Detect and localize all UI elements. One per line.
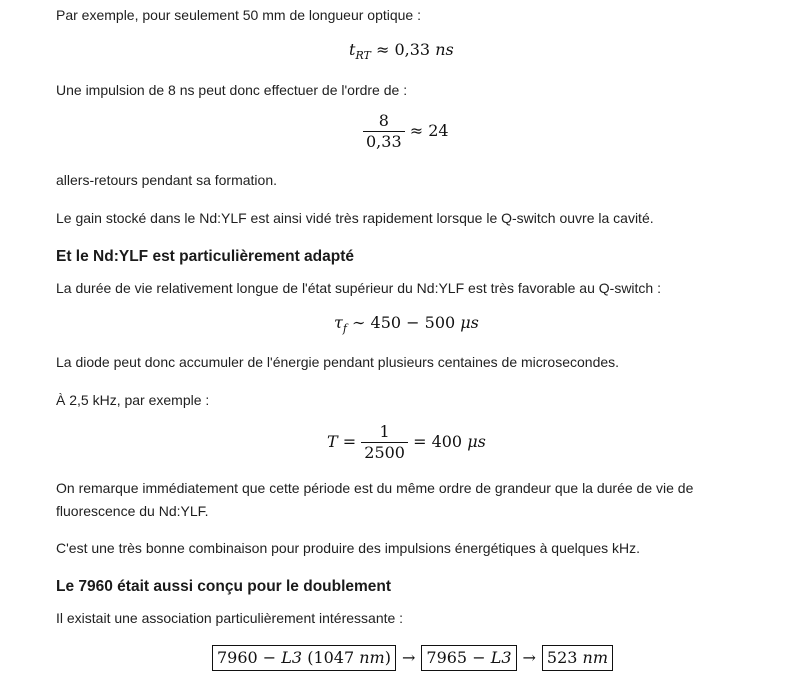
eq-subscript: f <box>342 322 347 335</box>
eq-unit: ns <box>435 40 454 59</box>
arrow-icon: → <box>522 648 536 667</box>
arrow-icon: → <box>401 648 416 667</box>
eq-subscript: RT <box>355 49 371 62</box>
boxed-term-7965 <box>421 645 516 671</box>
boxed-term-7960 <box>212 645 396 671</box>
eq-unit: μs <box>467 432 486 451</box>
paragraph: allers-retours pendant sa formation. <box>56 172 277 188</box>
section-heading: Le 7960 était aussi conçu pour le doublement <box>56 578 392 595</box>
eq-rhs: ∼ 450 − 500 <box>352 313 456 332</box>
paragraph: Par exemple, pour seulement 50 mm de longueur optique : <box>56 7 421 23</box>
box-text: (1047 <box>302 648 360 667</box>
fraction-numerator: 1 <box>361 422 408 443</box>
fraction <box>361 422 408 463</box>
section-heading: Et le Nd:YLF est particulièrement adapté <box>56 248 355 265</box>
paragraph: On remarque immédiatement que cette période est du même ordre de grandeur que la durée de vie de fluorescence du Nd:YLF. <box>56 480 694 519</box>
paragraph: À 2,5 kHz, par exemple : <box>56 392 210 408</box>
fraction <box>363 111 405 152</box>
equation-lifetime <box>334 313 479 335</box>
box-text: 7960 − <box>217 648 282 667</box>
fraction-denominator: 0,33 <box>366 132 402 151</box>
paragraph: C'est une très bonne combinaison pour produire des impulsions énergétiques à quelques kHz. <box>56 540 641 556</box>
equation-doubling-chain <box>212 645 613 671</box>
eq-rhs: = 400 <box>413 432 463 451</box>
box-unit: nm <box>359 648 385 667</box>
equation-round-trip-time <box>349 40 454 62</box>
eq-unit: μs <box>460 313 479 332</box>
eq-variable: τ <box>334 313 343 332</box>
paragraph: La durée de vie relativement longue de l'état supérieur du Nd:YLF est très favorable au Q-switch : <box>56 280 662 296</box>
box-unit: nm <box>582 648 609 667</box>
equation-period <box>327 422 486 463</box>
box-text: 523 <box>546 648 583 667</box>
fraction-numerator: 8 <box>363 111 405 132</box>
equation-round-trips <box>363 111 449 152</box>
box-text: ) <box>384 648 391 667</box>
paragraph: Il existait une association particulièrement intéressante : <box>56 610 404 626</box>
fraction-denominator: 2500 <box>364 443 405 462</box>
box-text-italic: L3 <box>490 648 512 667</box>
eq-variable: t <box>349 40 356 59</box>
box-text-italic: L3 <box>281 648 303 667</box>
paragraph: Une impulsion de 8 ns peut donc effectuer de l'ordre de : <box>56 82 408 98</box>
box-text: 7965 − <box>426 648 491 667</box>
eq-rhs: ≈ 0,33 <box>375 40 431 59</box>
boxed-term-523 <box>542 645 613 671</box>
eq-lhs: T = <box>327 432 357 451</box>
paragraph: Le gain stocké dans le Nd:YLF est ainsi vidé très rapidement lorsque le Q-switch ouvre la cavité. <box>56 210 654 226</box>
eq-rhs: ≈ 24 <box>409 121 449 140</box>
paragraph: La diode peut donc accumuler de l'énergie pendant plusieurs centaines de microsecondes. <box>56 354 620 370</box>
